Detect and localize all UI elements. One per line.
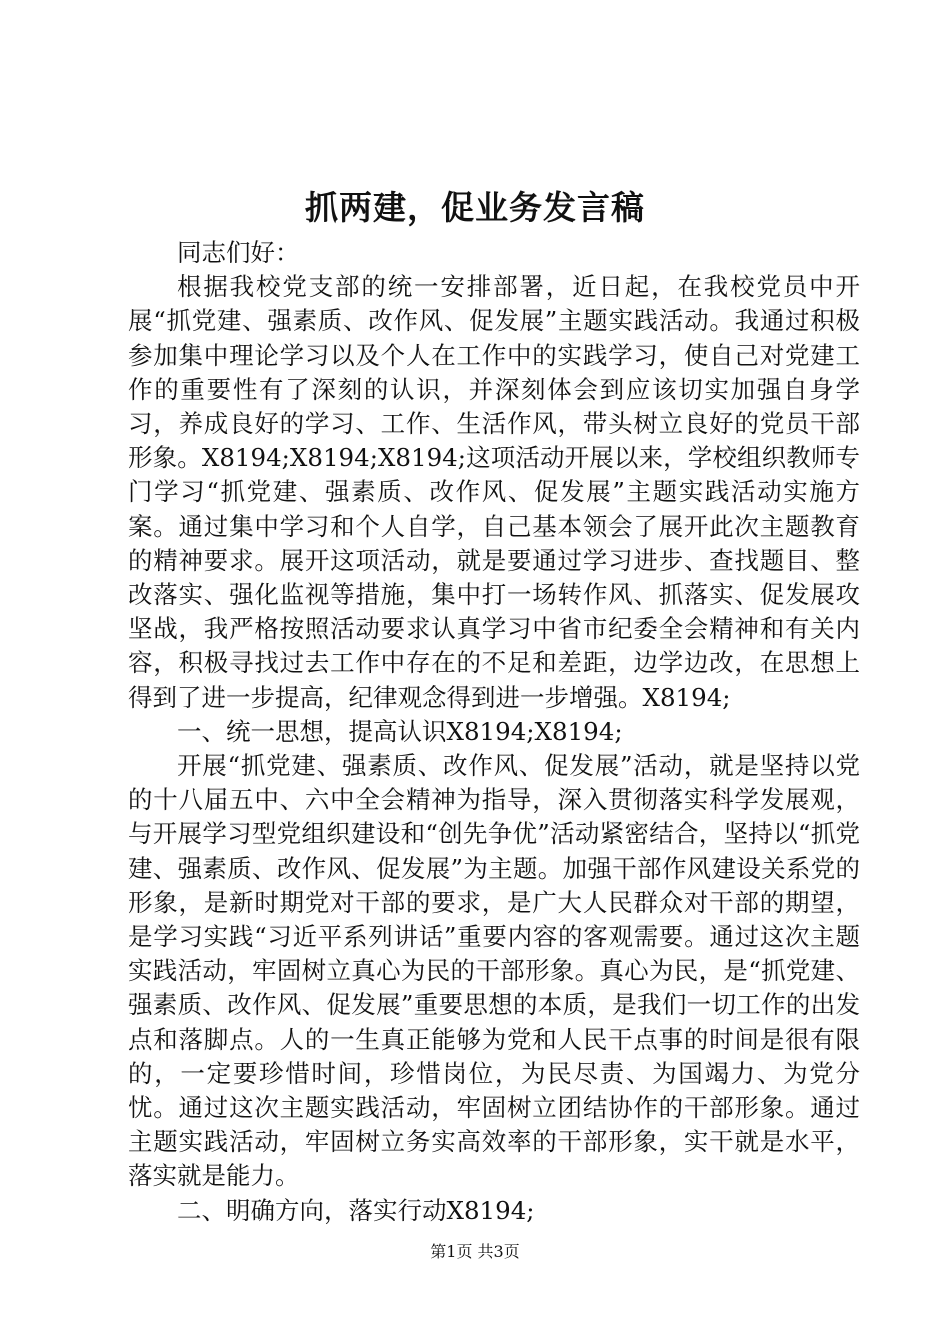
document-title: 抓两建，促业务发言稿: [305, 188, 645, 227]
greeting-paragraph: 同志们好：: [177, 238, 300, 267]
document-body: [128, 236, 860, 1228]
section-heading-1: 一、统一思想，提高认识X8194;X8194;: [177, 716, 623, 746]
page-footer: 第1页 共3页: [430, 1242, 520, 1261]
intro-paragraph: 根据我校党支部的统一安排部署，近日起，在我校党员中开展“抓党建、强素质、改作风、促发展”主题实践活动。我通过积极参加集中理论学习以及个人在工作中的实践学习，使自己对党建工作的重要性有了深刻的认识，并深刻体会到应该切实加强自身学习，养成良好的学习、工作、生活作风，带头树立良好的党员干部形象。X8194;X8194;X8194;这项活动开展以来，学校组织教师专门学习“抓党建、强素质、改作风、促发展”主题实践活动实施方案。通过集中学习和个人自学，自己基本领会了展开此次主题教育的精神要求。展开这项活动，就是要通过学习进步、查找题目、整改落实、强化监视等措施，集中打一场转作风、抓落实、促发展攻坚战，我严格按照活动要求认真学习中省市纪委全会精神和有关内容，积极寻找过去工作中存在的不足和差距，边学边改，在思想上得到了进一步提高，纪律观念得到进一步增强。X8194;: [128, 272, 860, 712]
section-heading-2: 二、明确方向，落实行动X8194;: [177, 1195, 535, 1225]
section-1-paragraph: 开展“抓党建、强素质、改作风、促发展”活动，就是坚持以党的十八届五中、六中全会精神为指导，深入贯彻落实科学发展观，与开展学习型党组织建设和“创先争优”活动紧密结合，坚持以“抓党建、强素质、改作风、促发展”为主题。加强干部作风建设关系党的形象，是新时期党对干部的要求，是广大人民群众对干部的期望，是学习实践“习近平系列讲话”重要内容的客观需要。通过这次主题实践活动，牢固树立真心为民的干部形象。真心为民，是“抓党建、强素质、改作风、促发展”重要思想的本质，是我们一切工作的出发点和落脚点。人的一生真正能够为党和人民干点事的时间是很有限的，一定要珍惜时间，珍惜岗位，为民尽责、为国竭力、为党分忧。通过这次主题实践活动，牢固树立团结协作的干部形象。通过主题实践活动，牢固树立务实高效率的干部形象，实干就是水平，落实就是能力。: [128, 751, 860, 1191]
